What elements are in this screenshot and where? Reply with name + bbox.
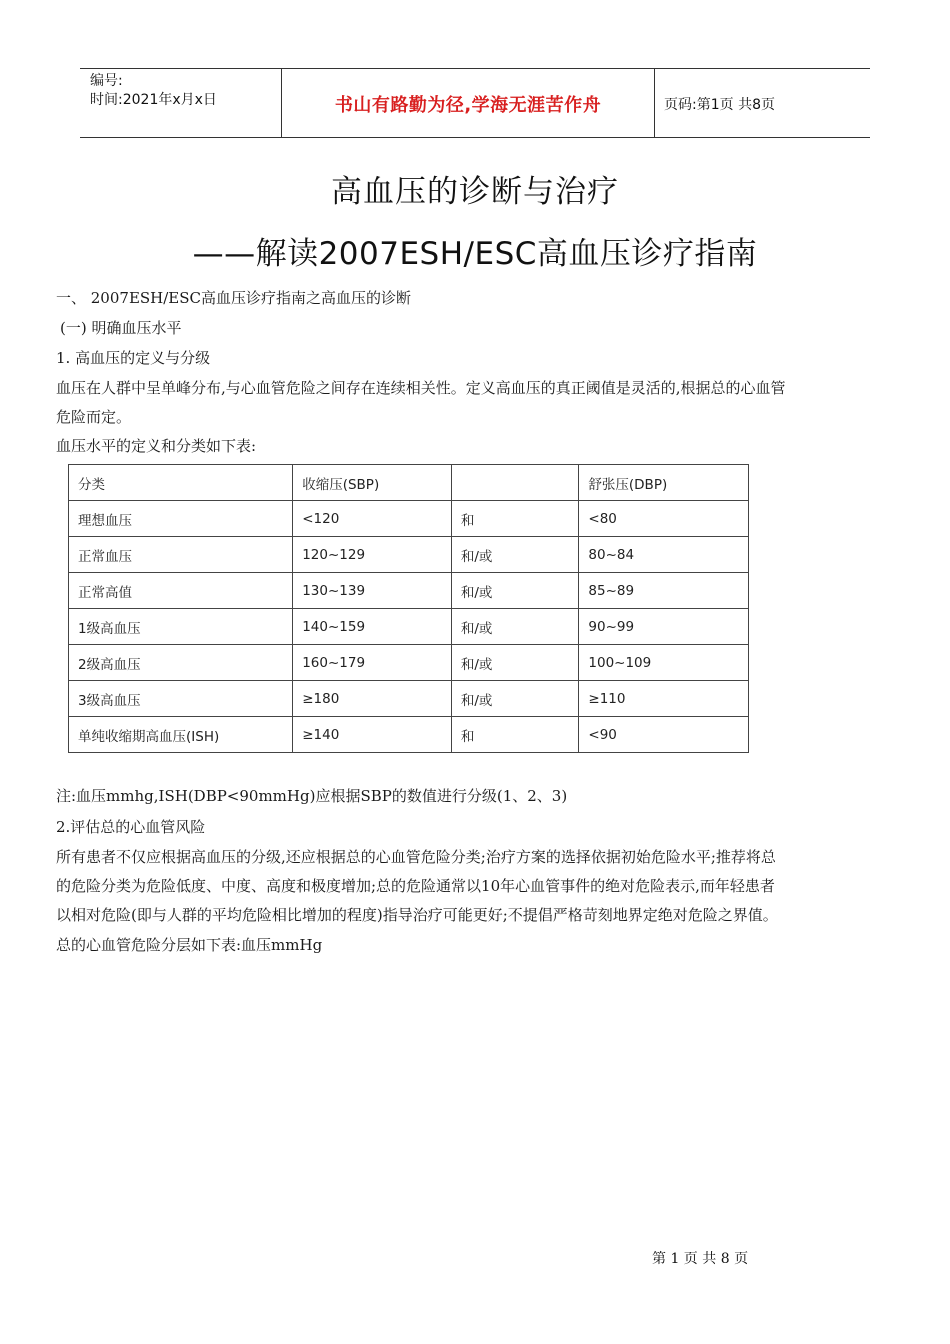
table-header-cell xyxy=(451,465,579,501)
table-row xyxy=(69,609,749,645)
table-cell: 90~99 xyxy=(579,609,749,645)
table-cell: 100~109 xyxy=(579,645,749,681)
table-cell: 正常血压 xyxy=(69,537,293,573)
paragraph-line: 所有患者不仅应根据高血压的分级,还应根据总的心血管危险分类;治疗方案的选择依据初始危险水平;推荐将总 xyxy=(56,848,776,866)
table-cell: 85~89 xyxy=(579,573,749,609)
item-heading: 2.评估总的心血管风险 xyxy=(56,818,206,836)
paragraph-line: 的危险分类为危险低度、中度、高度和极度增加;总的危险通常以10年心血管事件的绝对危险表示,而年轻患者 xyxy=(56,877,775,895)
table-cell: <90 xyxy=(579,717,749,753)
section-heading: 一、 2007ESH/ESC高血压诊疗指南之高血压的诊断 xyxy=(56,289,412,307)
table-cell: 和 xyxy=(451,501,579,537)
table-header-cell: 分类 xyxy=(69,465,293,501)
table-cell: 和 xyxy=(451,717,579,753)
table-cell: 单纯收缩期高血压(ISH) xyxy=(69,717,293,753)
table-cell: 2级高血压 xyxy=(69,645,293,681)
table-row xyxy=(69,573,749,609)
subsection-heading: (一) 明确血压水平 xyxy=(60,319,182,337)
table-cell: 和/或 xyxy=(451,537,579,573)
table-cell: 80~84 xyxy=(579,537,749,573)
bp-classification-table xyxy=(68,464,749,753)
table-row xyxy=(69,501,749,537)
table-cell: ≥140 xyxy=(293,717,452,753)
paragraph-line: 以相对危险(即与人群的平均危险相比增加的程度)指导治疗可能更好;不提倡严格苛刻地界定绝对危险之界值。 xyxy=(56,906,778,924)
table-cell: 和/或 xyxy=(451,681,579,717)
table-cell: 1级高血压 xyxy=(69,609,293,645)
table-note: 注:血压mmhg,ISH(DBP<90mmHg)应根据SBP的数值进行分级(1、2、3) xyxy=(56,787,568,805)
table-header-row xyxy=(69,465,749,501)
paragraph-line: 总的心血管危险分层如下表:血压mmHg xyxy=(56,936,323,954)
table-cell: 3级高血压 xyxy=(69,681,293,717)
table-cell: ≥110 xyxy=(579,681,749,717)
table-cell: 正常高值 xyxy=(69,573,293,609)
header-meta xyxy=(90,72,217,110)
table-row xyxy=(69,537,749,573)
table-cell: <80 xyxy=(579,501,749,537)
table-cell: 和/或 xyxy=(451,645,579,681)
table-header-cell: 收缩压(SBP) xyxy=(293,465,452,501)
header-page-label: 页码:第1页 共8页 xyxy=(664,97,775,113)
header-motto: 书山有路勤为径,学海无涯苦作舟 xyxy=(334,95,602,116)
table-cell: 和/或 xyxy=(451,573,579,609)
table-header-cell: 舒张压(DBP) xyxy=(579,465,749,501)
table-row xyxy=(69,645,749,681)
paragraph-line: 血压在人群中呈单峰分布,与心血管危险之间存在连续相关性。定义高血压的真正阈值是灵活的,根据总的心血管 xyxy=(56,379,786,397)
table-row xyxy=(69,717,749,753)
table-intro: 血压水平的定义和分类如下表: xyxy=(56,437,257,455)
header-date-label: 时间:2021年x月x日 xyxy=(90,92,217,108)
table-cell: ≥180 xyxy=(293,681,452,717)
document-header xyxy=(80,68,870,138)
document-subtitle: ——解读2007ESH/ESC高血压诊疗指南 xyxy=(192,236,758,272)
table-cell: 140~159 xyxy=(293,609,452,645)
table-cell: 160~179 xyxy=(293,645,452,681)
header-divider xyxy=(654,69,655,137)
table-row xyxy=(69,681,749,717)
table-cell: 和/或 xyxy=(451,609,579,645)
table-cell: <120 xyxy=(293,501,452,537)
document-title: 高血压的诊断与治疗 xyxy=(331,174,619,210)
table-cell: 130~139 xyxy=(293,573,452,609)
paragraph-line: 危险而定。 xyxy=(56,408,132,426)
table-cell: 120~129 xyxy=(293,537,452,573)
page-footer: 第 1 页 共 8 页 xyxy=(652,1251,749,1267)
item-heading: 1. 高血压的定义与分级 xyxy=(56,349,211,367)
table-cell: 理想血压 xyxy=(69,501,293,537)
header-number-label: 编号: xyxy=(90,73,123,89)
